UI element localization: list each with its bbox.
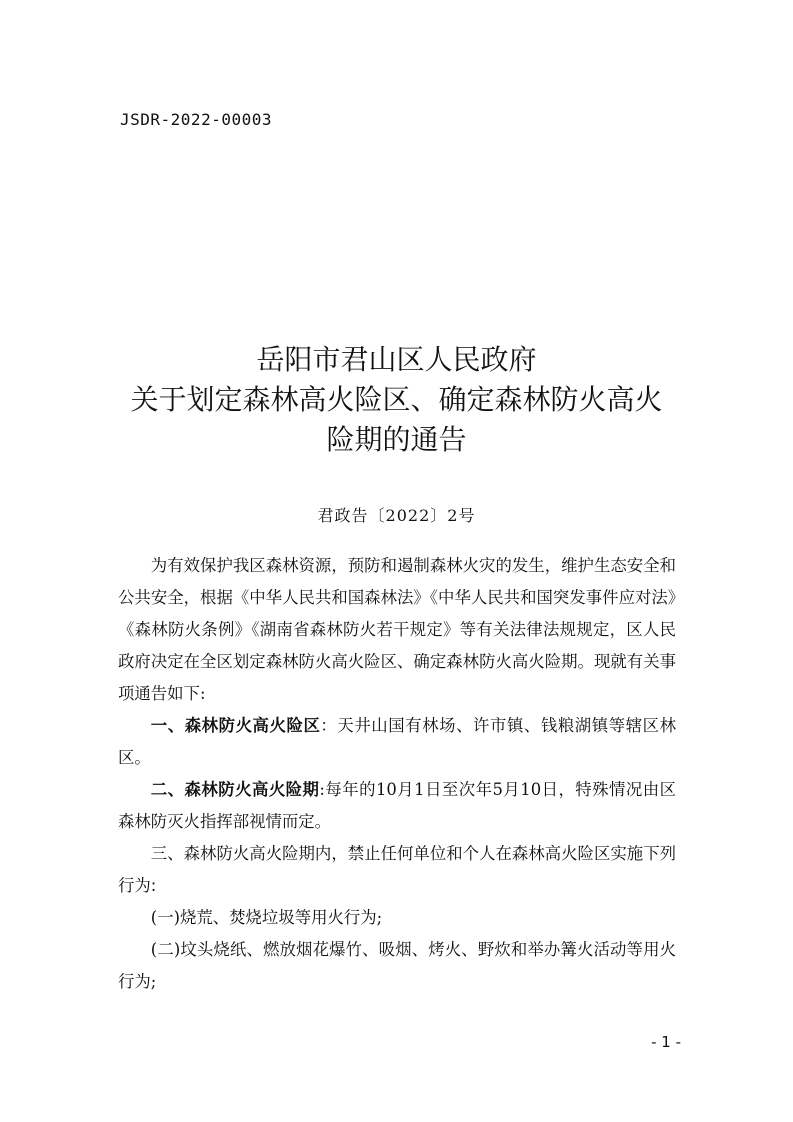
intro-paragraph: 为有效保护我区森林资源，预防和遏制森林火灾的发生，维护生态安全和公共安全，根据《中华人民共和国森林法》《中华人民共和国突发事件应对法》《森林防火条例》《湖南省森林防火若干规定》等有关法律法规规定，区人民政府决定在全区划定森林防火高火险区、确定森林防火高火险期。现就有关事项通告如下:: [118, 556, 676, 703]
document-code: JSDR-2022-00003: [120, 110, 272, 129]
title-line-3: 险期的通告: [326, 423, 467, 456]
list-item-1: (一)烧荒、焚烧垃圾等用火行为;: [150, 908, 383, 927]
document-title: [60, 340, 733, 460]
page-number: - 1 -: [651, 1033, 681, 1051]
section-2-label: 二、森林防火高火险期: [150, 780, 320, 799]
section-2-paragraph: [118, 774, 676, 838]
title-line-1: 岳阳市君山区人民政府: [256, 343, 537, 376]
section-3-paragraph: 三、森林防火高火险期内，禁止任何单位和个人在森林高火险区实施下列行为:: [118, 844, 676, 895]
list-item-2: (二)坟头烧纸、燃放烟花爆竹、吸烟、烤火、野炊和举办篝火活动等用火行为;: [118, 940, 676, 991]
document-body: [118, 550, 676, 998]
title-line-2: 关于划定森林高火险区、确定森林防火高火: [130, 383, 663, 416]
section-2-text: :每年的10月1日至次年5月10日，特殊情况由区森林防灭火指挥部视情而定。: [118, 780, 677, 831]
section-1-label: 一、森林防火高火险区: [150, 716, 321, 735]
section-1-text: ：天井山国有林场、许市镇、钱粮湖镇等辖区林区。: [118, 716, 677, 767]
section-1-paragraph: [118, 710, 676, 774]
document-number: 君政告〔2022〕2号: [317, 506, 476, 525]
